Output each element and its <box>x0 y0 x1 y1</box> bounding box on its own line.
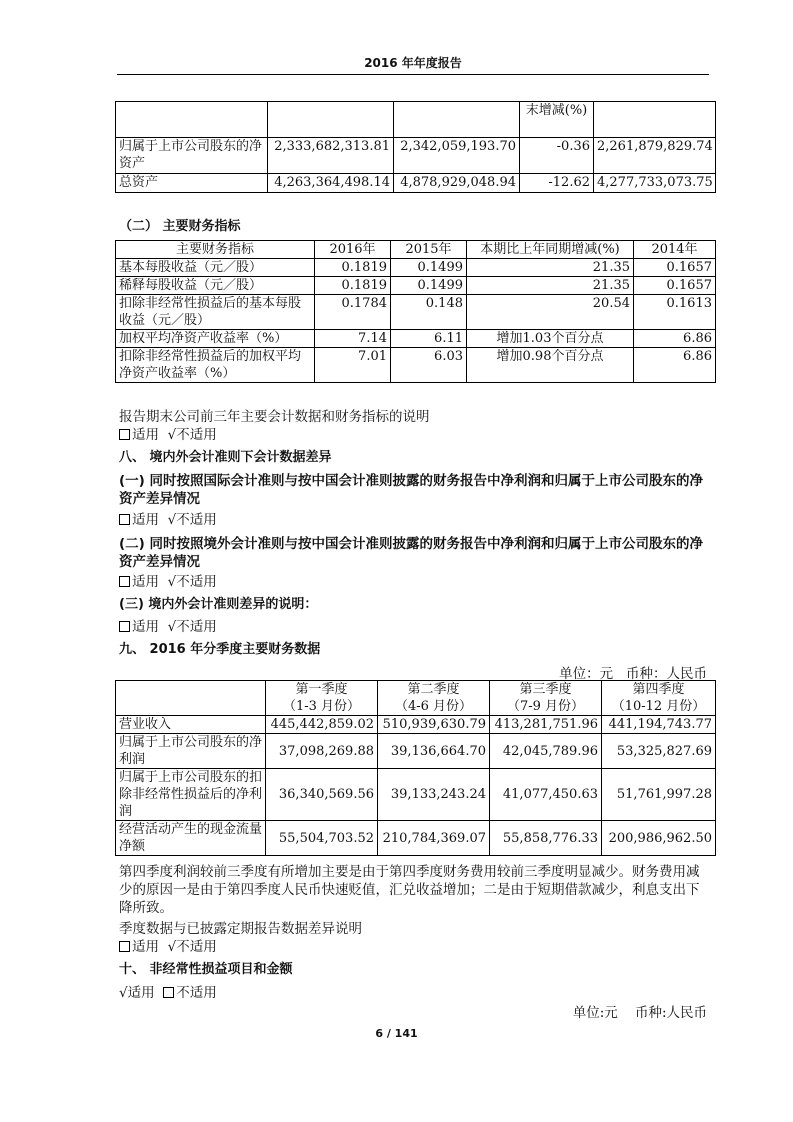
table-cell: 200,986,962.50 <box>602 821 716 856</box>
header-rule <box>117 74 709 75</box>
table-row <box>116 102 716 138</box>
applicable-label: 适用 <box>127 985 155 1001</box>
table-cell: 55,858,776.33 <box>490 821 602 856</box>
check-icon: √ <box>167 574 177 590</box>
section-heading: 八、 境内外会计准则下会计数据差异 <box>119 450 332 465</box>
diff-note: 季度数据与已披露定期报告数据差异说明 <box>119 921 362 937</box>
quarterly-table <box>115 680 716 856</box>
column-header: 第四季度 （10-12 月份） <box>602 681 716 716</box>
check-icon: √ <box>167 619 177 635</box>
table-cell: 0.1613 <box>634 295 716 330</box>
column-header: 2014年 <box>634 241 716 259</box>
applicable-label: 适用 <box>132 939 159 955</box>
not-applicable-label: 不适用 <box>176 574 217 590</box>
check-icon: √ <box>119 985 128 1001</box>
table-cell <box>268 102 394 138</box>
column-header: 本期比上年同期增减(%) <box>467 241 634 259</box>
not-applicable-label: 不适用 <box>176 939 217 955</box>
subsection-heading: (三) 境内外会计准则差异的说明： <box>119 597 318 612</box>
row-label: 稀释每股收益（元／股） <box>116 277 315 295</box>
applicability-row <box>119 573 217 591</box>
table-cell: 0.1657 <box>634 277 716 295</box>
table-row <box>116 138 716 174</box>
table-cell: 413,281,751.96 <box>490 716 602 734</box>
applicable-label: 适用 <box>132 512 159 528</box>
page-header: 2016 年年度报告 <box>364 56 462 70</box>
row-label: 加权平均净资产收益率（%） <box>116 330 315 348</box>
row-label: 扣除非经常性损益后的加权平均净资产收益率（%） <box>116 348 315 383</box>
explain-title: 报告期末公司前三年主要会计数据和财务指标的说明 <box>119 409 430 425</box>
table-row <box>116 769 716 821</box>
applicability-row <box>119 618 217 636</box>
row-label: 扣除非经常性损益后的基本每股收益（元／股） <box>116 295 315 330</box>
check-icon: √ <box>167 512 177 528</box>
table-cell: 445,442,859.02 <box>266 716 378 734</box>
applicable-label: 适用 <box>132 574 159 590</box>
not-applicable-label: 不适用 <box>176 427 217 443</box>
table-cell: 510,939,630.79 <box>378 716 490 734</box>
applicability-row <box>119 511 217 529</box>
not-applicable-label: 不适用 <box>176 512 217 528</box>
subsection-heading: (一) 同时按照国际会计准则与按中国会计准则披露的财务报告中净利润和归属于上市公司股东的净资产差异情况 <box>119 473 704 507</box>
table-cell: 21.35 <box>467 259 634 277</box>
table-cell <box>116 102 268 138</box>
table-cell <box>594 102 716 138</box>
table-cell: 21.35 <box>467 277 634 295</box>
table-header-row <box>116 241 716 259</box>
section-heading: （二） 主要财务指标 <box>119 219 241 234</box>
table-cell: 39,136,664.70 <box>378 734 490 769</box>
table-cell: 6.03 <box>391 348 467 383</box>
table-cell: 增加1.03个百分点 <box>467 330 634 348</box>
table-cell: 4,277,733,073.75 <box>594 174 716 193</box>
unit-label: 单位:元 币种:人民币 <box>572 1005 707 1021</box>
table-row <box>116 277 716 295</box>
table-cell: 2,333,682,313.81 <box>268 138 394 174</box>
checkbox-empty-icon <box>163 987 174 998</box>
column-header: 主要财务指标 <box>116 241 315 259</box>
applicable-label: 适用 <box>132 427 159 443</box>
unit-label: 单位：元 币种：人民币 <box>559 666 707 682</box>
column-header: 2015年 <box>391 241 467 259</box>
not-applicable-label: 不适用 <box>176 985 217 1001</box>
table-cell: 6.86 <box>634 348 716 383</box>
table-cell: 4,263,364,498.14 <box>268 174 394 193</box>
indicators-table <box>115 240 716 383</box>
table-cell: 7.14 <box>315 330 391 348</box>
check-icon: √ <box>167 939 177 955</box>
table-row <box>116 716 716 734</box>
checkbox-empty-icon <box>119 576 130 587</box>
table-cell: 6.11 <box>391 330 467 348</box>
applicability-row <box>119 426 217 444</box>
table-cell: 0.1657 <box>634 259 716 277</box>
checkbox-empty-icon <box>119 429 130 440</box>
table-cell: 53,325,827.69 <box>602 734 716 769</box>
table-row <box>116 821 716 856</box>
table-cell: 0.1499 <box>391 277 467 295</box>
table-cell: 37,098,269.88 <box>266 734 378 769</box>
table-cell: 增加0.98个百分点 <box>467 348 634 383</box>
page-number: 6 / 141 <box>375 1027 418 1040</box>
subsection-heading: (二) 同时按照境外会计准则与按中国会计准则披露的财务报告中净利润和归属于上市公司股东的净资产差异情况 <box>119 536 704 570</box>
section-heading: 十、 非经常性损益项目和金额 <box>119 962 293 977</box>
table-row <box>116 174 716 193</box>
quarter-note: 第四季度利润较前三季度有所增加主要是由于第四季度财务费用较前三季度明显减少。财务费用减少的原因一是由于第四季度人民币快速贬值，汇兑收益增加；二是由于短期借款减少，利息支出下降所致。 <box>119 864 700 916</box>
table-cell: 210,784,369.07 <box>378 821 490 856</box>
table-cell: 4,878,929,048.94 <box>394 174 520 193</box>
column-header: 第二季度 （4-6 月份） <box>378 681 490 716</box>
table-cell: 36,340,569.56 <box>266 769 378 821</box>
table-cell: 441,194,743.77 <box>602 716 716 734</box>
row-label: 总资产 <box>116 174 268 193</box>
checkbox-empty-icon <box>119 621 130 632</box>
table-cell: 41,077,450.63 <box>490 769 602 821</box>
table-cell: 20.54 <box>467 295 634 330</box>
table-row <box>116 330 716 348</box>
table-cell: 6.86 <box>634 330 716 348</box>
table-cell: 42,045,789.96 <box>490 734 602 769</box>
section-heading: 九、 2016 年分季度主要财务数据 <box>119 642 321 657</box>
row-label: 归属于上市公司股东的扣除非经常性损益后的净利润 <box>116 769 266 821</box>
table-cell: 39,133,243.24 <box>378 769 490 821</box>
column-header: 2016年 <box>315 241 391 259</box>
table-cell: 0.1499 <box>391 259 467 277</box>
table-cell: 2,261,879,829.74 <box>594 138 716 174</box>
table-cell: 0.1784 <box>315 295 391 330</box>
table-cell <box>394 102 520 138</box>
column-header: 第一季度 （1-3 月份） <box>266 681 378 716</box>
table-cell: 55,504,703.52 <box>266 821 378 856</box>
checkbox-empty-icon <box>119 514 130 525</box>
table-cell: 0.148 <box>391 295 467 330</box>
row-label: 基本每股收益（元／股） <box>116 259 315 277</box>
table-cell: -0.36 <box>520 138 594 174</box>
not-applicable-label: 不适用 <box>176 619 217 635</box>
checkbox-empty-icon <box>119 941 130 952</box>
table-cell: 0.1819 <box>315 259 391 277</box>
table-row <box>116 295 716 330</box>
table-row <box>116 734 716 769</box>
table-cell: -12.62 <box>520 174 594 193</box>
row-label: 营业收入 <box>116 716 266 734</box>
check-icon: √ <box>167 427 177 443</box>
table-cell: 0.1819 <box>315 277 391 295</box>
table-cell: 51,761,997.28 <box>602 769 716 821</box>
table-row <box>116 259 716 277</box>
table-cell: 2,342,059,193.70 <box>394 138 520 174</box>
table-cell: 末增减(%) <box>520 102 594 138</box>
applicability-row <box>119 938 217 956</box>
column-header: 第三季度 （7-9 月份） <box>490 681 602 716</box>
row-label: 归属于上市公司股东的净资产 <box>116 138 268 174</box>
table-row <box>116 348 716 383</box>
applicability-row <box>119 984 217 1002</box>
applicable-label: 适用 <box>132 619 159 635</box>
row-label: 归属于上市公司股东的净利润 <box>116 734 266 769</box>
table-cell: 7.01 <box>315 348 391 383</box>
balance-table <box>115 101 716 193</box>
table-cell <box>116 681 266 716</box>
table-header-row <box>116 681 716 716</box>
row-label: 经营活动产生的现金流量净额 <box>116 821 266 856</box>
